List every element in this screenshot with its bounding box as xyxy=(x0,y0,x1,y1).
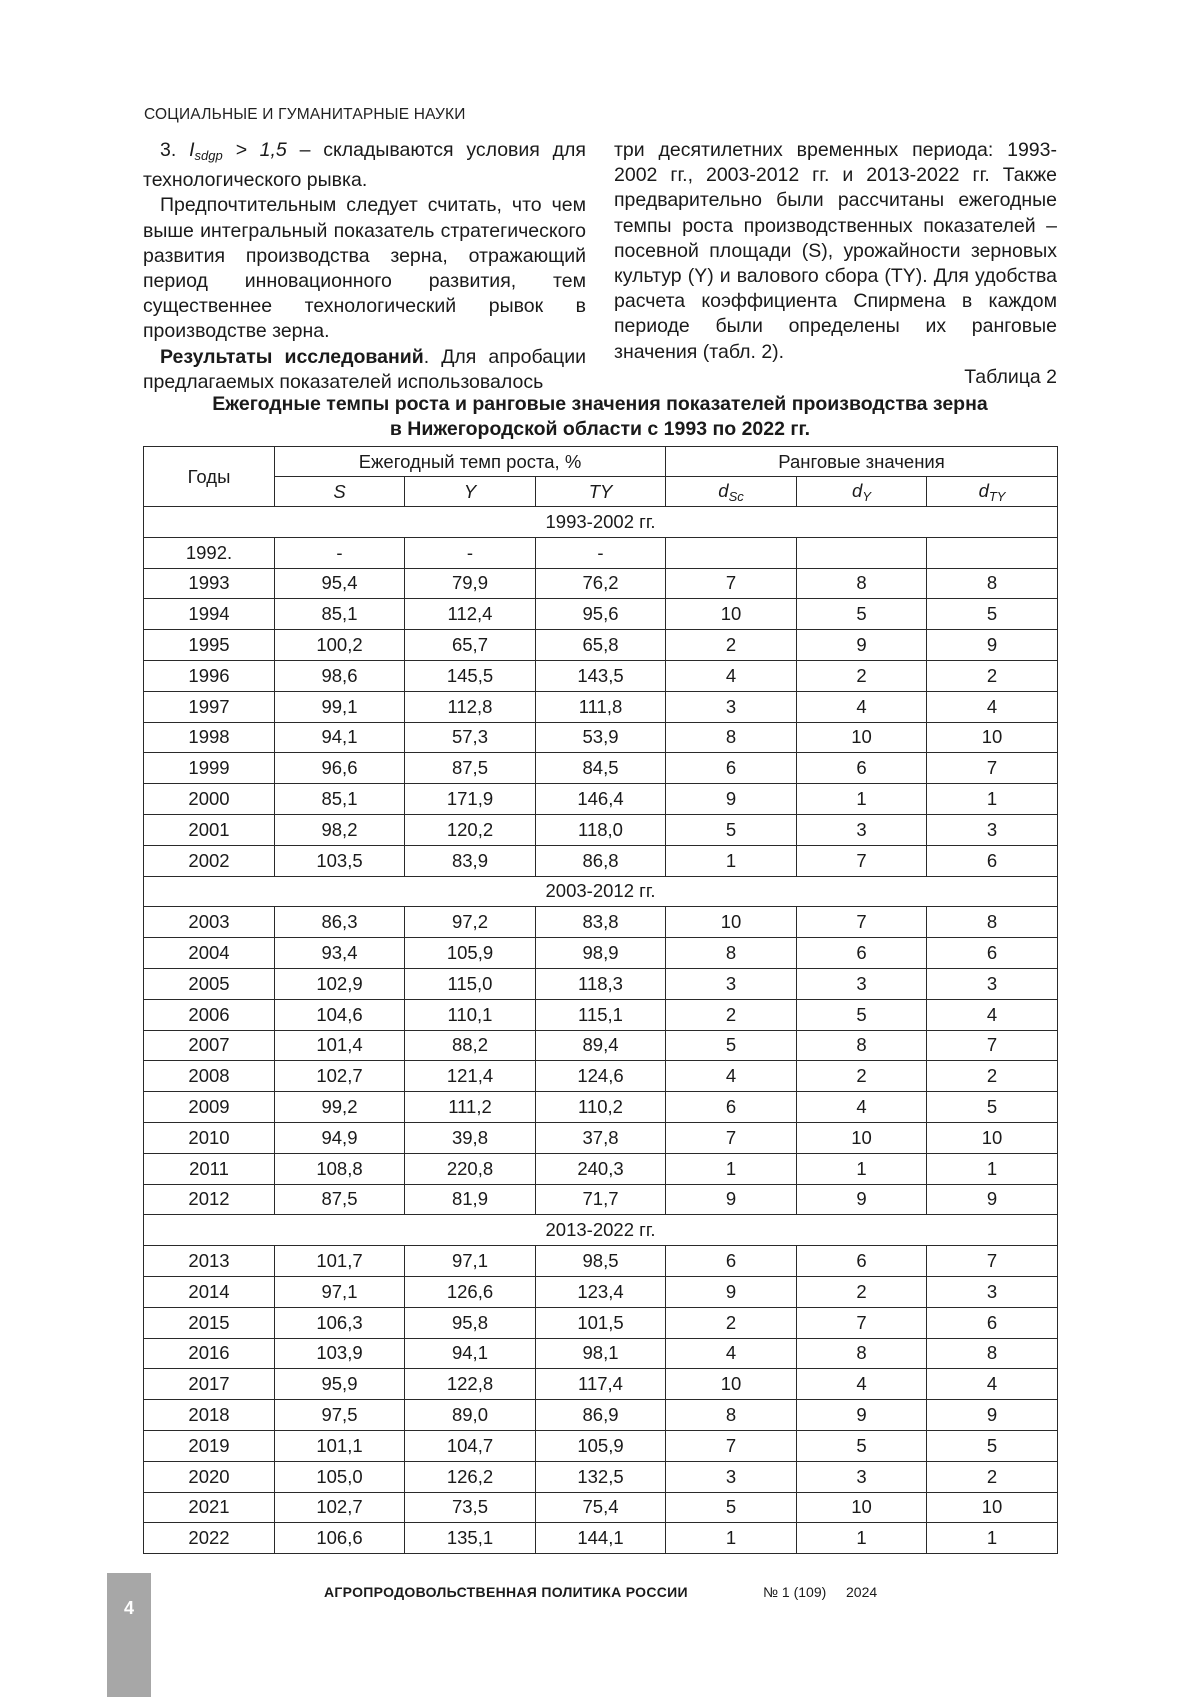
table-cell: 145,5 xyxy=(405,660,536,691)
table-cell: 2003 xyxy=(144,907,275,938)
table-cell: 104,7 xyxy=(405,1430,536,1461)
table-cell: 57,3 xyxy=(405,722,536,753)
table-cell: 1 xyxy=(927,1153,1058,1184)
table-cell: 5 xyxy=(927,1092,1058,1123)
table-cell: 1997 xyxy=(144,691,275,722)
table-cell: 2021 xyxy=(144,1492,275,1523)
paragraph-3 xyxy=(143,345,586,395)
table-cell: 9 xyxy=(927,630,1058,661)
table-cell: 171,9 xyxy=(405,784,536,815)
table-cell: 7 xyxy=(927,1246,1058,1277)
table-cell: 2019 xyxy=(144,1430,275,1461)
table-cell: 83,9 xyxy=(405,845,536,876)
table-cell: 88,2 xyxy=(405,1030,536,1061)
table-row xyxy=(144,1338,1058,1369)
table-cell: 4 xyxy=(666,1061,797,1092)
table-cell: 7 xyxy=(797,907,927,938)
table-cell: 1 xyxy=(797,1523,927,1554)
table-cell: 2 xyxy=(927,660,1058,691)
table-cell xyxy=(666,537,797,568)
header-ds-sub: Sc xyxy=(728,488,744,504)
footer-issue: № 1 (109) xyxy=(763,1584,827,1600)
table-cell: 126,6 xyxy=(405,1276,536,1307)
table-title-line-1: Ежегодные темпы роста и ранговые значения показателей производства зерна xyxy=(212,393,988,415)
period-row xyxy=(144,1215,1058,1246)
table-cell: 135,1 xyxy=(405,1523,536,1554)
table-cell: 2 xyxy=(927,1461,1058,1492)
table-cell: 85,1 xyxy=(275,784,405,815)
table-cell: 87,5 xyxy=(275,1184,405,1215)
table-cell: 1994 xyxy=(144,599,275,630)
table-cell: 10 xyxy=(797,722,927,753)
table-cell: 5 xyxy=(927,599,1058,630)
table-cell: 2016 xyxy=(144,1338,275,1369)
table-cell xyxy=(927,537,1058,568)
table-cell: 8 xyxy=(666,938,797,969)
table-cell: 2000 xyxy=(144,784,275,815)
table-cell: 124,6 xyxy=(536,1061,666,1092)
table-cell: 102,7 xyxy=(275,1492,405,1523)
table-cell: 1998 xyxy=(144,722,275,753)
table-cell: 98,1 xyxy=(536,1338,666,1369)
table-cell: 7 xyxy=(666,568,797,599)
paragraph-3-text: . Для апробации предлагаемых показателей использовалось xyxy=(143,345,586,393)
table-row xyxy=(144,1153,1058,1184)
table-cell: 108,8 xyxy=(275,1153,405,1184)
table-cell: 4 xyxy=(797,1369,927,1400)
table-cell: 53,9 xyxy=(536,722,666,753)
item-3-condition: > 1,5 xyxy=(235,139,287,161)
right-paragraph: три десятилетних временных периода: 1993-2002 гг., 2003-2012 гг. и 2013-2022 гг. Также предварительно были рассчитаны ежегодные темпы роста производственных показателей – посевной площади (S), урожайности зерновых культур (Y) и валового сбора (TY). Для удобства расчета коэффициента Спирмена в каждом периоде были определены их ранговые значения (табл. 2). xyxy=(614,139,1057,363)
table-cell: 83,8 xyxy=(536,907,666,938)
table-row xyxy=(144,1122,1058,1153)
table-cell: 2012 xyxy=(144,1184,275,1215)
table-cell: 6 xyxy=(797,938,927,969)
table-cell: 143,5 xyxy=(536,660,666,691)
table-cell: 93,4 xyxy=(275,938,405,969)
table-cell: 9 xyxy=(927,1400,1058,1431)
table-cell: 94,1 xyxy=(405,1338,536,1369)
table-row xyxy=(144,1092,1058,1123)
table-cell: 2 xyxy=(797,1276,927,1307)
table-header-row-1 xyxy=(144,447,1058,477)
table-cell: 6 xyxy=(927,938,1058,969)
table-cell: 10 xyxy=(927,1122,1058,1153)
table-cell: 98,2 xyxy=(275,814,405,845)
table-cell: 115,1 xyxy=(536,999,666,1030)
table-cell: 6 xyxy=(666,1092,797,1123)
page-number: 4 xyxy=(123,1598,134,1618)
table-title xyxy=(143,392,1057,442)
table-cell: 10 xyxy=(927,722,1058,753)
table-cell: 99,1 xyxy=(275,691,405,722)
table-cell: 2 xyxy=(797,1061,927,1092)
table-cell: 4 xyxy=(927,691,1058,722)
table-cell xyxy=(797,537,927,568)
table-cell: 4 xyxy=(927,999,1058,1030)
table-cell: 79,9 xyxy=(405,568,536,599)
header-dty xyxy=(927,477,1058,507)
table-cell: 2011 xyxy=(144,1153,275,1184)
table-cell: 2002 xyxy=(144,845,275,876)
results-heading: Результаты исследований xyxy=(160,345,424,368)
table-row xyxy=(144,999,1058,1030)
header-ty: TY xyxy=(536,477,666,507)
table-cell: 8 xyxy=(927,568,1058,599)
table-row xyxy=(144,1061,1058,1092)
table-cell: 2013 xyxy=(144,1246,275,1277)
table-cell: 2009 xyxy=(144,1092,275,1123)
header-dy-sub: Y xyxy=(862,488,871,504)
table-cell: 9 xyxy=(797,1184,927,1215)
table-cell: 7 xyxy=(666,1430,797,1461)
table-cell: 95,9 xyxy=(275,1369,405,1400)
table-cell: 102,7 xyxy=(275,1061,405,1092)
table-cell: 37,8 xyxy=(536,1122,666,1153)
table-cell: 95,8 xyxy=(405,1307,536,1338)
table-row xyxy=(144,938,1058,969)
table-cell: 9 xyxy=(797,1400,927,1431)
header-dy-d: d xyxy=(852,479,863,501)
table-cell: 3 xyxy=(797,968,927,999)
table-cell: 1 xyxy=(797,1153,927,1184)
table-cell: 1 xyxy=(666,1523,797,1554)
table-cell: 1992. xyxy=(144,537,275,568)
table-cell: 1996 xyxy=(144,660,275,691)
table-cell: 106,6 xyxy=(275,1523,405,1554)
table-cell: 122,8 xyxy=(405,1369,536,1400)
table-cell: 65,7 xyxy=(405,630,536,661)
table-cell: 9 xyxy=(927,1184,1058,1215)
table-cell: 98,6 xyxy=(275,660,405,691)
table-cell: 2001 xyxy=(144,814,275,845)
table-cell: 101,4 xyxy=(275,1030,405,1061)
table-cell: 8 xyxy=(666,722,797,753)
table-cell: 7 xyxy=(927,753,1058,784)
period-label: 1993-2002 гг. xyxy=(144,507,1058,538)
table-cell: 1993 xyxy=(144,568,275,599)
header-rank: Ранговые значения xyxy=(666,447,1058,477)
header-ds-d: d xyxy=(718,479,729,501)
table-row xyxy=(144,907,1058,938)
table-cell: 2005 xyxy=(144,968,275,999)
period-row xyxy=(144,507,1058,538)
table-cell: 2008 xyxy=(144,1061,275,1092)
table-row xyxy=(144,722,1058,753)
table-cell: 65,8 xyxy=(536,630,666,661)
table-cell: 2017 xyxy=(144,1369,275,1400)
table-cell: 5 xyxy=(666,1492,797,1523)
table-cell: 240,3 xyxy=(536,1153,666,1184)
header-y: Y xyxy=(405,477,536,507)
table-cell: 10 xyxy=(666,599,797,630)
left-column xyxy=(143,138,586,395)
table-cell: 2014 xyxy=(144,1276,275,1307)
table-cell: - xyxy=(405,537,536,568)
table-cell: 9 xyxy=(666,1276,797,1307)
table-cell: 3 xyxy=(927,968,1058,999)
table-cell: 104,6 xyxy=(275,999,405,1030)
table-cell: 101,1 xyxy=(275,1430,405,1461)
table-cell: 87,5 xyxy=(405,753,536,784)
table-cell: 2 xyxy=(797,660,927,691)
table-cell: 146,4 xyxy=(536,784,666,815)
table-row xyxy=(144,784,1058,815)
section-header: СОЦИАЛЬНЫЕ И ГУМАНИТАРНЫЕ НАУКИ xyxy=(144,106,466,123)
table-cell: 8 xyxy=(797,1338,927,1369)
table-row xyxy=(144,1400,1058,1431)
table-cell: 126,2 xyxy=(405,1461,536,1492)
table-cell: 2006 xyxy=(144,999,275,1030)
table-row xyxy=(144,968,1058,999)
table-cell: 2022 xyxy=(144,1523,275,1554)
table-row xyxy=(144,845,1058,876)
table-cell: 3 xyxy=(666,691,797,722)
table-cell: 98,5 xyxy=(536,1246,666,1277)
table-cell: 2 xyxy=(666,1307,797,1338)
table-cell: 2010 xyxy=(144,1122,275,1153)
table-cell: 3 xyxy=(666,1461,797,1492)
table-cell: 8 xyxy=(927,1338,1058,1369)
table-cell: 8 xyxy=(797,568,927,599)
table-cell: 94,9 xyxy=(275,1122,405,1153)
page-number-bar xyxy=(107,1573,151,1697)
table-row xyxy=(144,630,1058,661)
table-cell: 121,4 xyxy=(405,1061,536,1092)
table-cell: 106,3 xyxy=(275,1307,405,1338)
table-row xyxy=(144,1430,1058,1461)
table-cell: 4 xyxy=(797,691,927,722)
table-cell: 6 xyxy=(666,1246,797,1277)
table-cell: 1 xyxy=(666,845,797,876)
table-cell: 110,2 xyxy=(536,1092,666,1123)
table-cell: 39,8 xyxy=(405,1122,536,1153)
table-cell: 99,2 xyxy=(275,1092,405,1123)
table-row xyxy=(144,1184,1058,1215)
data-table xyxy=(143,446,1058,1554)
table-row xyxy=(144,1246,1058,1277)
table-row xyxy=(144,568,1058,599)
table-cell: 1 xyxy=(666,1153,797,1184)
table-cell: 102,9 xyxy=(275,968,405,999)
table-header-row-2 xyxy=(144,477,1058,507)
table-cell: 73,5 xyxy=(405,1492,536,1523)
table-cell: 4 xyxy=(666,1338,797,1369)
table-cell: 6 xyxy=(797,753,927,784)
table-cell: 5 xyxy=(666,814,797,845)
table-cell: 71,7 xyxy=(536,1184,666,1215)
table-cell: 112,8 xyxy=(405,691,536,722)
table-cell: 10 xyxy=(666,907,797,938)
table-cell: 10 xyxy=(797,1122,927,1153)
table-cell: 3 xyxy=(797,1461,927,1492)
item-3-symbol: I xyxy=(189,139,195,161)
footer-year: 2024 xyxy=(846,1584,878,1600)
table-cell: 6 xyxy=(797,1246,927,1277)
table-row xyxy=(144,1461,1058,1492)
table-cell: - xyxy=(275,537,405,568)
table-cell: 96,6 xyxy=(275,753,405,784)
table-row xyxy=(144,691,1058,722)
table-cell: 10 xyxy=(797,1492,927,1523)
table-cell: 86,8 xyxy=(536,845,666,876)
period-label: 2003-2012 гг. xyxy=(144,876,1058,907)
header-dty-sub: TY xyxy=(988,488,1006,504)
table-cell: 2004 xyxy=(144,938,275,969)
table-cell: 98,9 xyxy=(536,938,666,969)
table-row xyxy=(144,1369,1058,1400)
table-cell: 5 xyxy=(666,1030,797,1061)
table-cell: 6 xyxy=(666,753,797,784)
table-cell: 5 xyxy=(797,1430,927,1461)
table-cell: 1 xyxy=(797,784,927,815)
table-cell: 6 xyxy=(927,845,1058,876)
table-cell: 105,9 xyxy=(536,1430,666,1461)
table-cell: 115,0 xyxy=(405,968,536,999)
table-cell: 97,1 xyxy=(275,1276,405,1307)
table-cell: 103,5 xyxy=(275,845,405,876)
table-cell: 97,1 xyxy=(405,1246,536,1277)
table-cell: 7 xyxy=(797,1307,927,1338)
table-cell: 2007 xyxy=(144,1030,275,1061)
table-cell: 95,4 xyxy=(275,568,405,599)
table-row xyxy=(144,814,1058,845)
table-cell: 86,3 xyxy=(275,907,405,938)
table-cell: 118,3 xyxy=(536,968,666,999)
table-cell: 105,0 xyxy=(275,1461,405,1492)
header-s: S xyxy=(275,477,405,507)
table-cell: 112,4 xyxy=(405,599,536,630)
table-cell: 1 xyxy=(927,1523,1058,1554)
period-label: 2013-2022 гг. xyxy=(144,1215,1058,1246)
table-cell: 3 xyxy=(927,814,1058,845)
table-row xyxy=(144,753,1058,784)
table-cell: 4 xyxy=(666,660,797,691)
table-cell: 97,2 xyxy=(405,907,536,938)
table-cell: 220,8 xyxy=(405,1153,536,1184)
table-cell: 89,0 xyxy=(405,1400,536,1431)
table-cell: 3 xyxy=(927,1276,1058,1307)
table-cell: 81,9 xyxy=(405,1184,536,1215)
table-cell: 123,4 xyxy=(536,1276,666,1307)
table-title-line-2: в Нижегородской области с 1993 по 2022 гг. xyxy=(389,418,811,440)
table-cell: 1999 xyxy=(144,753,275,784)
table-cell: 110,1 xyxy=(405,999,536,1030)
table-cell: 111,8 xyxy=(536,691,666,722)
table-cell: 10 xyxy=(666,1369,797,1400)
table-body xyxy=(144,507,1058,1554)
footer-journal-name: АГРОПРОДОВОЛЬСТВЕННАЯ ПОЛИТИКА РОССИИ xyxy=(324,1584,688,1600)
table-cell: 2018 xyxy=(144,1400,275,1431)
item-3-text: – складываются условия для технологического рывка. xyxy=(143,139,586,192)
table-cell: 9 xyxy=(666,784,797,815)
item-3-subscript: sdgp xyxy=(194,148,223,163)
table-row xyxy=(144,1523,1058,1554)
table-cell: 100,2 xyxy=(275,630,405,661)
table-cell: 7 xyxy=(927,1030,1058,1061)
table-cell: 118,0 xyxy=(536,814,666,845)
table-cell: 3 xyxy=(797,814,927,845)
table-cell: 75,4 xyxy=(536,1492,666,1523)
table-cell: 8 xyxy=(797,1030,927,1061)
table-cell: 120,2 xyxy=(405,814,536,845)
table-cell: 4 xyxy=(927,1369,1058,1400)
table-cell: 3 xyxy=(666,968,797,999)
table-cell: 5 xyxy=(927,1430,1058,1461)
table-cell: 2 xyxy=(666,999,797,1030)
table-cell: 8 xyxy=(927,907,1058,938)
table-cell: 95,6 xyxy=(536,599,666,630)
table-cell: 94,1 xyxy=(275,722,405,753)
table-cell: 117,4 xyxy=(536,1369,666,1400)
table-label: Таблица 2 xyxy=(964,366,1057,388)
table-row xyxy=(144,1492,1058,1523)
table-cell: 86,9 xyxy=(536,1400,666,1431)
table-cell: - xyxy=(536,537,666,568)
header-dy xyxy=(797,477,927,507)
table-cell: 144,1 xyxy=(536,1523,666,1554)
table-cell: 1995 xyxy=(144,630,275,661)
header-years: Годы xyxy=(144,447,275,507)
header-dty-d: d xyxy=(978,479,989,501)
item-3-number: 3. xyxy=(160,139,177,161)
table-cell: 105,9 xyxy=(405,938,536,969)
table-row xyxy=(144,599,1058,630)
table-cell: 101,7 xyxy=(275,1246,405,1277)
table-cell: 5 xyxy=(797,599,927,630)
period-row xyxy=(144,876,1058,907)
table-cell: 2 xyxy=(666,630,797,661)
table-cell: 2 xyxy=(927,1061,1058,1092)
table-cell: 5 xyxy=(797,999,927,1030)
table-cell: 84,5 xyxy=(536,753,666,784)
table-cell: 10 xyxy=(927,1492,1058,1523)
header-growth: Ежегодный темп роста, % xyxy=(275,447,666,477)
table-cell: 7 xyxy=(666,1122,797,1153)
table-cell: 9 xyxy=(797,630,927,661)
header-ds xyxy=(666,477,797,507)
table-row xyxy=(144,1276,1058,1307)
table-row xyxy=(144,537,1058,568)
table-row xyxy=(144,1030,1058,1061)
table-cell: 111,2 xyxy=(405,1092,536,1123)
table-cell: 6 xyxy=(927,1307,1058,1338)
paragraph-2: Предпочтительным следует считать, что чем выше интегральный показатель стратегического развития производства зерна, отражающий период инновационного развития, тем существеннее технологический рывок в производстве зерна. xyxy=(143,194,586,343)
table-cell: 101,5 xyxy=(536,1307,666,1338)
table-cell: 2020 xyxy=(144,1461,275,1492)
table-cell: 9 xyxy=(666,1184,797,1215)
table-cell: 2015 xyxy=(144,1307,275,1338)
table-row xyxy=(144,1307,1058,1338)
table-cell: 89,4 xyxy=(536,1030,666,1061)
item-3 xyxy=(143,138,586,193)
table-cell: 132,5 xyxy=(536,1461,666,1492)
right-column xyxy=(614,138,1057,365)
table-cell: 76,2 xyxy=(536,568,666,599)
table-cell: 103,9 xyxy=(275,1338,405,1369)
table-cell: 1 xyxy=(927,784,1058,815)
table-cell: 7 xyxy=(797,845,927,876)
table-cell: 85,1 xyxy=(275,599,405,630)
table-cell: 8 xyxy=(666,1400,797,1431)
table-cell: 97,5 xyxy=(275,1400,405,1431)
table-cell: 4 xyxy=(797,1092,927,1123)
table-row xyxy=(144,660,1058,691)
